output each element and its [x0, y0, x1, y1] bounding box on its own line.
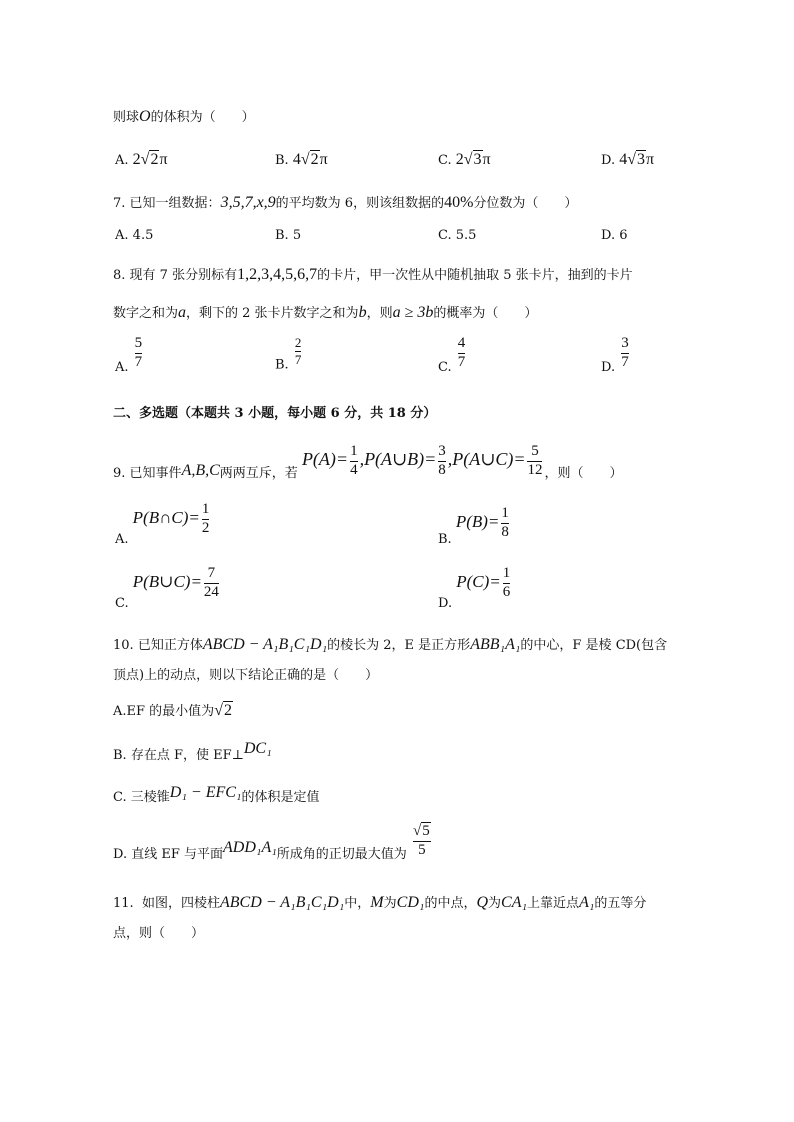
section-title-multiple-choice: 二、多选题（本题共 3 小题，每小题 6 分，共 18 分） [113, 406, 437, 421]
q8-option-a: A. $\frac{5}{7}$ [115, 335, 143, 375]
q9-option-b: B. P(B)= $\frac{1}{8}$ [438, 505, 509, 547]
q6-option-c: C. 2√3π [438, 151, 491, 168]
var-o: O [139, 108, 151, 125]
q11-stem-line1: 11. 如图，四棱柱ABCD − A₁B₁C₁D₁中，M为CD₁的中点，Q为CA₁上靠近点A₁的五等分 [113, 894, 647, 911]
q7-option-b: B. 5 [275, 228, 302, 243]
q10-stem-line2: 顶点)上的动点，则以下结论正确的是（ ） [113, 668, 379, 683]
q10-option-c: C. 三棱锥D₁ − EFC₁的体积是定值 [113, 784, 320, 805]
q9-stem: 9. 已知事件A,B,C两两互斥，若 P(A)= $\frac{1}{4}$ ,P(A∪B)= $\frac{3}{8}$ ,P(A∪C)= $\frac{5}{12}$ ，则（ ） [113, 443, 623, 481]
q9-option-c: C. P(B∪C)= $\frac{7}{24}$ [115, 565, 219, 611]
q8-stem-line2: 数字之和为a，剩下的 2 张卡片数字之和为b，则a ≥ 3b的概率为（ ） [113, 304, 538, 321]
q8-option-b: B. $\frac{2}{7}$ [275, 335, 302, 373]
q8-option-d: D. $\frac{3}{7}$ [601, 335, 629, 375]
q11-stem-line2: 点，则（ ） [113, 926, 205, 941]
q7-option-a: A. 4.5 [115, 228, 154, 243]
q10-option-d: D. 直线 EF 与平面ADD₁A₁所成角的正切最大值为 $\frac{√5}{5}$ [113, 823, 430, 862]
q6-option-a: A. 2√2π [115, 151, 168, 168]
q6-option-d: D. 4√3π [601, 151, 655, 168]
q7-option-c: C. 5.5 [438, 228, 477, 243]
q9-option-a: A. P(B∩C)= $\frac{1}{2}$ [115, 501, 210, 547]
q9-option-d: D. P(C)= $\frac{1}{6}$ [438, 565, 511, 611]
q8-stem-line1: 8. 现有 7 张分别标有1,2,3,4,5,6,7的卡片，甲一次性从中随机抽取 5 张卡片，抽到的卡片 [113, 266, 633, 283]
q10-option-a: A.EF 的最小值为√2 [113, 702, 232, 719]
q8-option-c: C. $\frac{4}{7}$ [438, 335, 466, 375]
q10-option-b: B. 存在点 F，使 EF⊥DC₁ [113, 740, 272, 763]
q10-stem-line1: 10. 已知正方体ABCD − A₁B₁C₁D₁的棱长为 2，E 是正方形ABB₁A₁的中心，F 是棱 CD(包含 [113, 636, 668, 653]
q6-option-b: B. 4√2π [275, 151, 328, 168]
q6-stem-tail: 则球O的体积为（ ） [113, 108, 255, 125]
q7-option-d: D. 6 [601, 228, 628, 243]
q7-stem: 7. 已知一组数据：3,5,7,x,9的平均数为 6，则该组数据的40%分位数为（ ） [113, 194, 578, 211]
